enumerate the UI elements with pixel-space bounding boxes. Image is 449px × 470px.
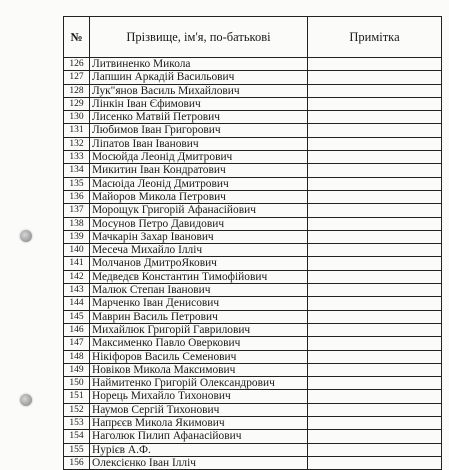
row-full-name: Лінкін Іван Єфимович [90,97,308,110]
header-number: № [64,17,90,58]
row-full-name: Любимов Іван Григорович [90,124,308,137]
header-note: Примітка [308,17,442,58]
row-number: 136 [64,190,90,203]
row-full-name: Мачкарін Захар Іванович [90,230,308,243]
row-note [308,337,442,350]
row-number: 128 [64,84,90,97]
row-full-name: Лапшин Аркадій Васильович [90,71,308,84]
row-number: 141 [64,257,90,270]
row-number: 151 [64,390,90,403]
punch-hole [20,394,32,406]
row-note [308,377,442,390]
row-full-name: Норець Михайло Тихонович [90,390,308,403]
row-note [308,430,442,443]
row-note [308,151,442,164]
row-note [308,111,442,124]
row-full-name: Малюк Степан Іванович [90,284,308,297]
row-full-name: Масюіда Леонід Дмитрович [90,177,308,190]
row-note [308,164,442,177]
table-row [64,230,442,243]
table-row [64,151,442,164]
row-full-name: Лисенко Матвій Петрович [90,111,308,124]
row-number: 127 [64,71,90,84]
table-row [64,350,442,363]
table-row [64,257,442,270]
row-note [308,297,442,310]
row-note [308,124,442,137]
row-full-name: Нурієв А.Ф. [90,443,308,456]
table-row [64,284,442,297]
row-number: 146 [64,323,90,336]
table-row [64,111,442,124]
row-full-name: Лук"янов Василь Михайлович [90,84,308,97]
row-number: 131 [64,124,90,137]
table-row [64,124,442,137]
table-row [64,430,442,443]
row-full-name: Олексієнко Іван Ілліч [90,456,308,469]
table-row [64,390,442,403]
row-note [308,257,442,270]
row-number: 154 [64,430,90,443]
table-row [64,456,442,469]
table-row [64,137,442,150]
row-number: 153 [64,417,90,430]
row-note [308,323,442,336]
table-row [64,84,442,97]
row-number: 137 [64,204,90,217]
row-number: 149 [64,363,90,376]
row-full-name: Мосунов Петро Давидович [90,217,308,230]
row-note [308,190,442,203]
header-name: Прізвище, ім'я, по-батькові [90,17,308,58]
punch-hole [20,230,32,242]
row-note [308,204,442,217]
row-full-name: Новіков Микола Максимович [90,363,308,376]
row-number: 126 [64,58,90,71]
row-number: 142 [64,270,90,283]
table-row [64,244,442,257]
row-full-name: Марченко Іван Денисович [90,297,308,310]
row-number: 139 [64,230,90,243]
row-note [308,363,442,376]
row-note [308,403,442,416]
table-row [64,71,442,84]
row-number: 156 [64,456,90,469]
row-full-name: Микитин Іван Кондратович [90,164,308,177]
row-note [308,310,442,323]
row-note [308,244,442,257]
row-note [308,71,442,84]
row-number: 138 [64,217,90,230]
table-row [64,310,442,323]
row-note [308,230,442,243]
row-note [308,390,442,403]
row-number: 152 [64,403,90,416]
table-row [64,204,442,217]
table-row [64,337,442,350]
table-row [64,270,442,283]
table-row [64,190,442,203]
row-full-name: Молчанов ДмитроЯкович [90,257,308,270]
row-number: 150 [64,377,90,390]
names-table [63,16,442,470]
row-note [308,97,442,110]
row-number: 130 [64,111,90,124]
row-number: 145 [64,310,90,323]
row-number: 148 [64,350,90,363]
row-full-name: Напрєєв Микола Якимович [90,417,308,430]
row-number: 133 [64,151,90,164]
row-note [308,177,442,190]
row-number: 155 [64,443,90,456]
row-number: 147 [64,337,90,350]
row-note [308,84,442,97]
row-full-name: Наймитенко Григорій Олександрович [90,377,308,390]
table-row [64,377,442,390]
row-number: 143 [64,284,90,297]
row-full-name: Ліпатов Іван Іванович [90,137,308,150]
row-full-name: Наголюк Пилип Афанасійович [90,430,308,443]
row-number: 140 [64,244,90,257]
row-note [308,137,442,150]
table-row [64,164,442,177]
table-row [64,217,442,230]
table-row [64,58,442,71]
row-full-name: Максименко Павло Оверкович [90,337,308,350]
row-full-name: Морощук Григорій Афанасійович [90,204,308,217]
table-row [64,323,442,336]
row-number: 134 [64,164,90,177]
row-number: 144 [64,297,90,310]
row-full-name: Майоров Микола Петрович [90,190,308,203]
row-full-name: Михайлюк Григорій Гаврилович [90,323,308,336]
row-full-name: Литвиненко Микола [90,58,308,71]
row-number: 132 [64,137,90,150]
row-full-name: Мосюйда Леонід Дмитрович [90,151,308,164]
row-note [308,58,442,71]
row-note [308,417,442,430]
row-full-name: Маврин Василь Петрович [90,310,308,323]
row-note [308,217,442,230]
table-row [64,177,442,190]
row-full-name: Нікіфоров Василь Семенович [90,350,308,363]
row-note [308,350,442,363]
table-row [64,363,442,376]
table-row [64,297,442,310]
table-row [64,97,442,110]
table-row [64,417,442,430]
row-full-name: Месеча Михайло Ілліч [90,244,308,257]
row-note [308,270,442,283]
row-full-name: Наумов Сергій Тихонович [90,403,308,416]
row-number: 135 [64,177,90,190]
row-number: 129 [64,97,90,110]
row-full-name: Медведєв Константин Тимофійович [90,270,308,283]
row-note [308,456,442,469]
table-row [64,403,442,416]
row-note [308,284,442,297]
table-header-row [64,17,442,58]
